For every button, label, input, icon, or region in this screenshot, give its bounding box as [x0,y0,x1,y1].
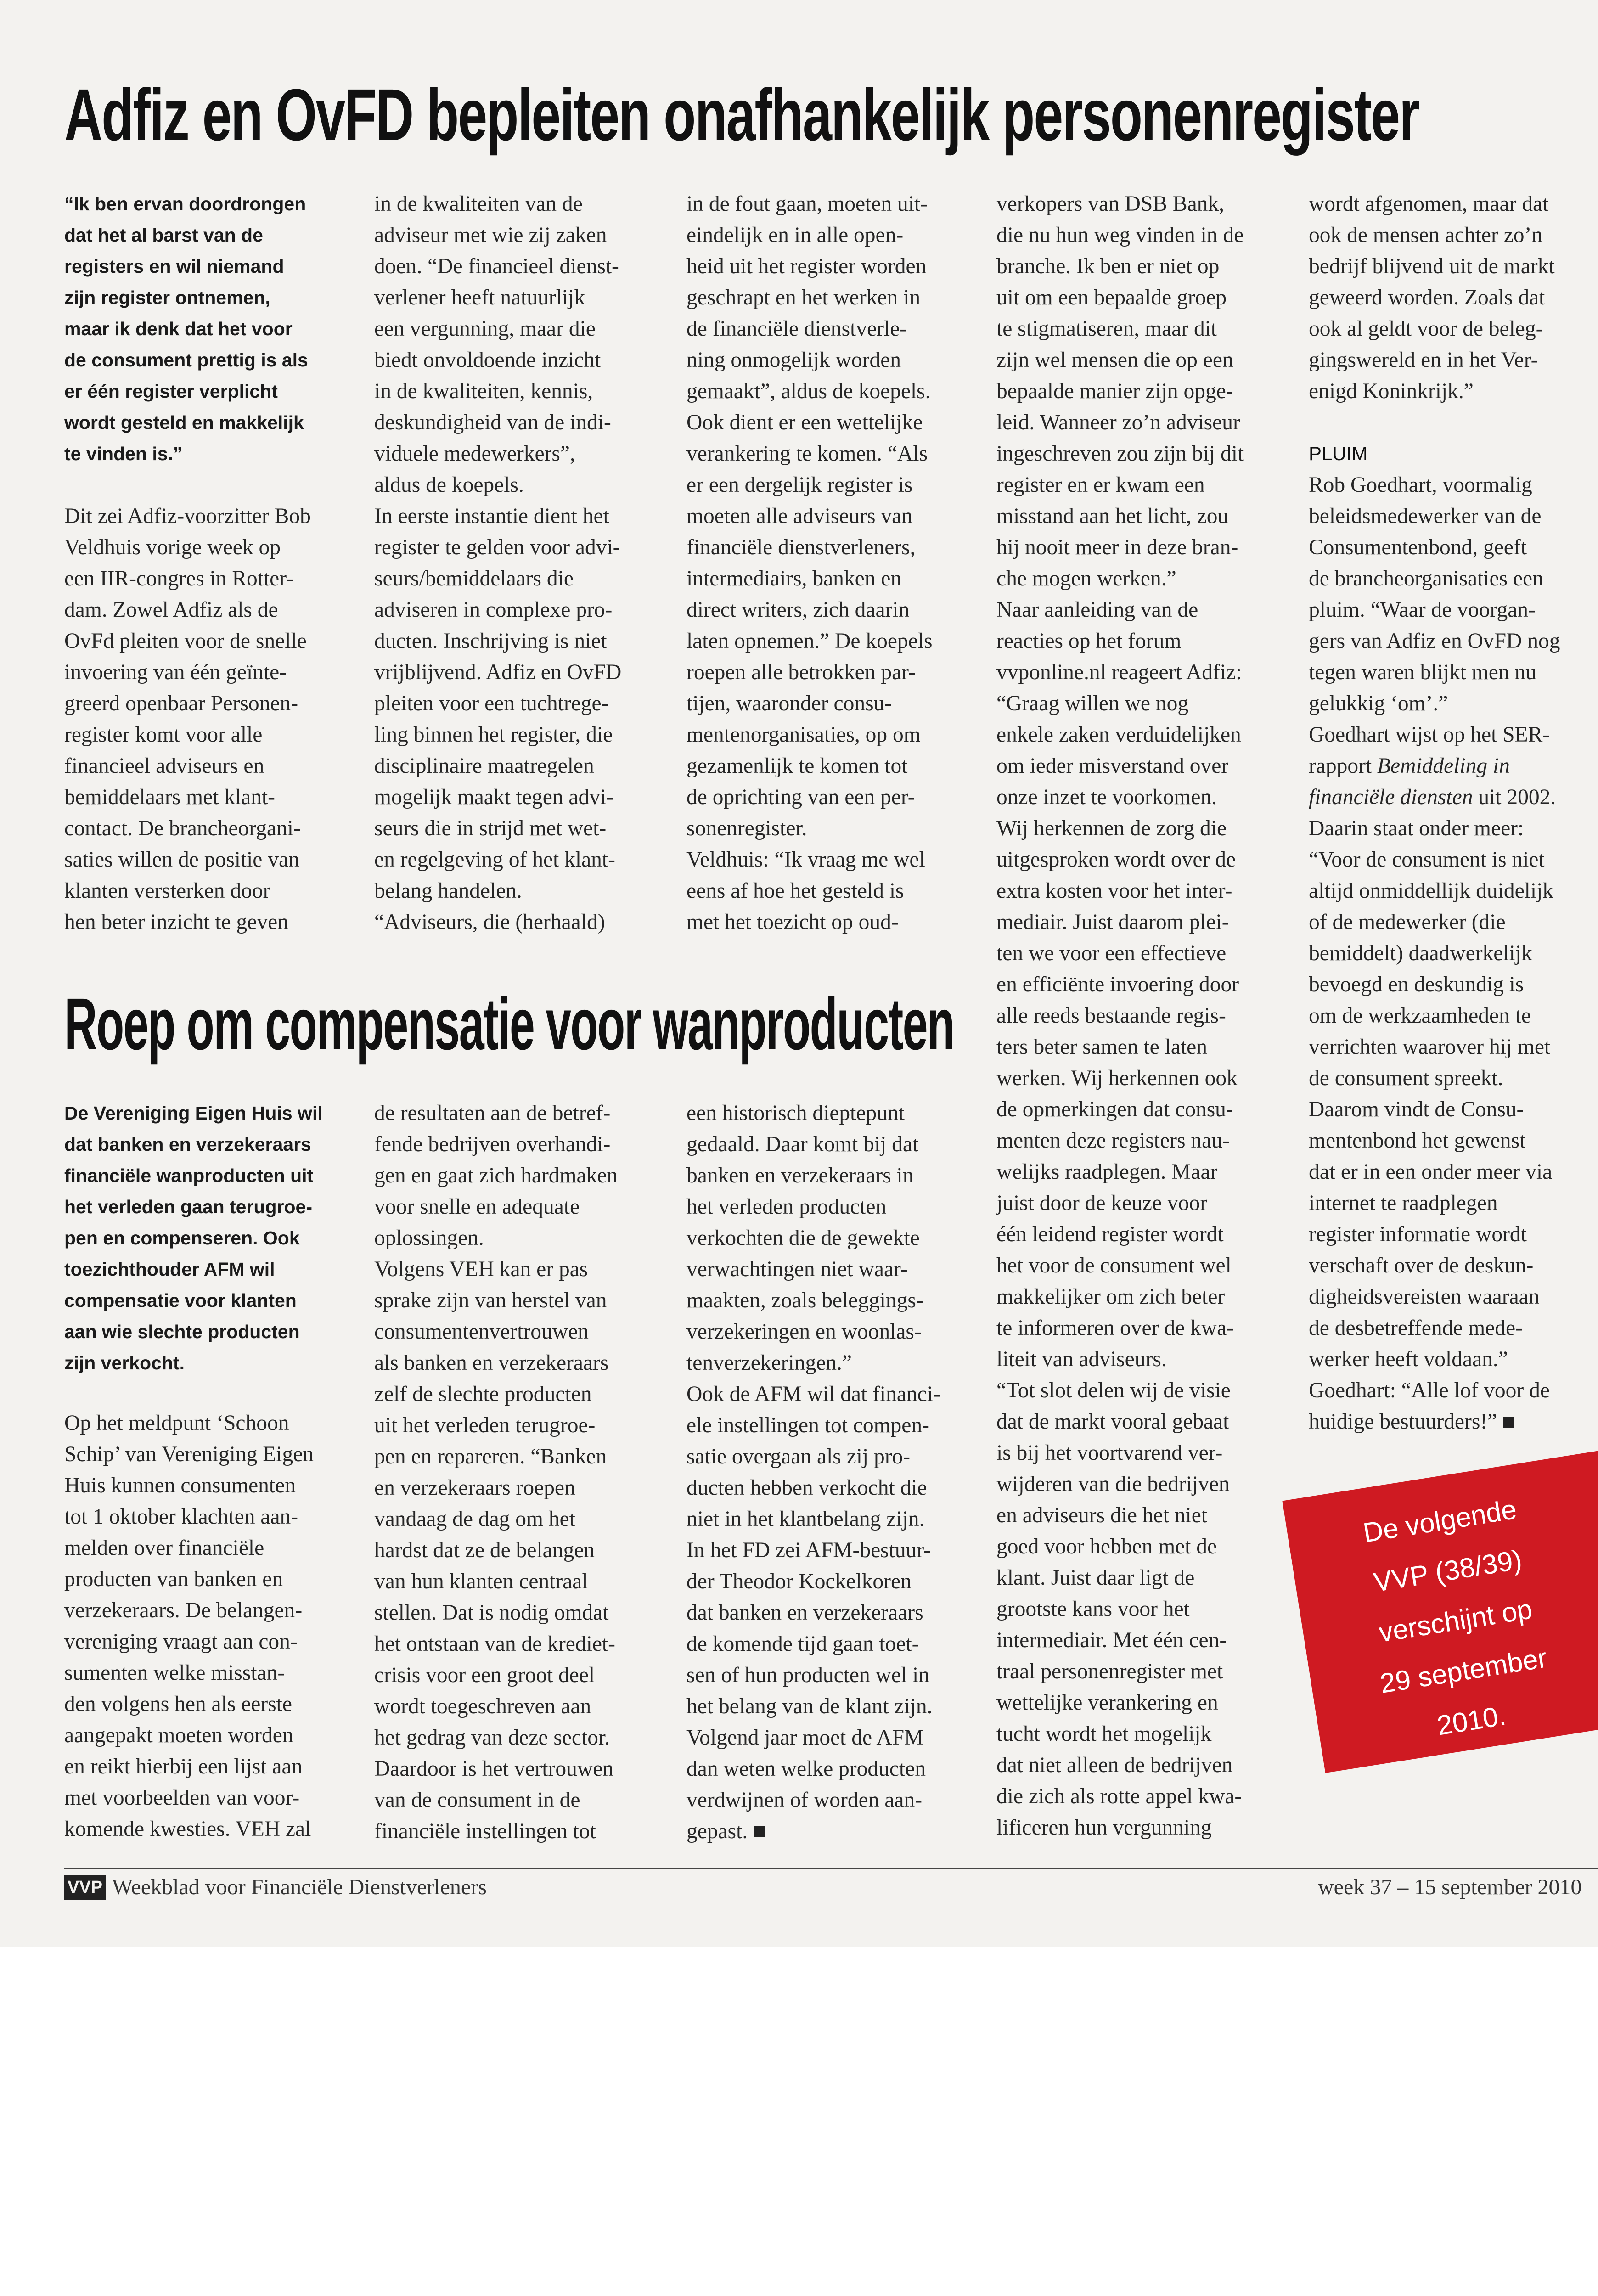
text-line: in de kwaliteiten, kennis, [374,379,593,403]
text-line: reacties op het forum [996,629,1182,653]
text-line: ook de mensen achter zo’n [1309,223,1543,247]
text-line: uit om een bepaalde groep [996,286,1227,310]
report-line: rapport Bemiddeling in [1309,754,1510,778]
article-column-3 [686,188,933,938]
text-line: die nu hun weg vinden in de [996,223,1244,247]
text-line: gedaald. Daar komt bij dat [686,1132,919,1156]
text-line: “Graag willen we nog [996,692,1189,715]
text-line: financiële dienstverleners, [686,535,916,559]
text-line: moeten alle adviseurs van [686,504,912,528]
text-line: vrijblijvend. Adfiz en OvFD [374,660,622,684]
text-line: gingswereld en in het Ver- [1309,348,1538,372]
text-line: den volgens hen als eerste [64,1692,292,1716]
text-line: de consument prettig is als [64,349,308,371]
text-line: financiële instellingen tot [374,1819,596,1843]
text-line: grootste kans voor het [996,1597,1190,1621]
text-line: bemiddelaars met klant- [64,785,275,809]
text-line: met voorbeelden van voor- [64,1786,300,1810]
text-line: De Vereniging Eigen Huis wil [64,1103,323,1124]
text-line: makkelijker om zich beter [996,1285,1225,1309]
text-line: het verleden producten [686,1195,887,1219]
text-line: onze inzet te voorkomen. [996,785,1217,809]
section-subhead: PLUIM [1309,443,1368,464]
text-line: de consument spreekt. [1309,1066,1503,1090]
text-line: enkele zaken verduidelijken [996,723,1241,747]
article-column-3 [686,1097,940,1847]
text-line: verkochten die de gewekte [686,1226,920,1250]
text-line: beleidsmedewerker van de [1309,504,1542,528]
article-title: Roep om compensatie voor wanproducten [64,983,954,1065]
text-line: er één register verplicht [64,381,278,402]
text-line: geweerd worden. Zoals dat [1309,286,1545,310]
text-line: zijn register ontnemen, [64,287,270,308]
text-line: disciplinaire maatregelen [374,754,594,778]
text-line: gelukkig ‘om’.” [1309,692,1448,715]
text-line: toezichthouder AFM wil [64,1259,275,1280]
text-line: werker heeft voldaan.” [1309,1347,1508,1371]
text-line: uitgesproken wordt over de [996,848,1236,872]
text-line: bedrijf blijvend uit de markt [1309,254,1555,278]
article-column-5 [1309,188,1560,1437]
text-line: en regelgeving of het klant- [374,848,615,872]
text-line: Op het meldpunt ‘Schoon [64,1411,289,1435]
column-5-paragraph [1309,813,1560,1406]
text-line: der Theodor Kockelkoren [686,1570,912,1593]
text-line: geschrapt en het werken in [686,286,921,310]
text-line: verschaft over de deskun- [1309,1254,1534,1277]
text-line: verzekeraars. De belangen- [64,1598,303,1622]
text-line: roepen alle betrokken par- [686,660,916,684]
text-line: Wij herkennen de zorg die [996,816,1227,840]
text-line: het verleden gaan terugroe- [64,1196,312,1217]
text-line: Daarom vindt de Consu- [1309,1097,1524,1121]
text-line: sen of hun producten wel in [686,1663,929,1687]
text-line: “Voor de consument is niet [1309,848,1545,872]
text-line: enigd Koninkrijk.” [1309,379,1474,403]
text-line: ning onmogelijk worden [686,348,901,372]
text-line: gen en gaat zich hardmaken [374,1164,618,1187]
text-line: financieel adviseurs en [64,754,264,778]
footer-divider [64,1868,1598,1869]
text-line: seurs die in strijd met wet- [374,816,607,840]
text-line: eens af hoe het gesteld is [686,879,904,903]
text-line: hen beter inzicht te geven [64,910,288,934]
text-line: komende kwesties. VEH zal [64,1817,311,1841]
text-line: invoering van één geïnte- [64,660,287,684]
text-line: tegen waren blijkt men nu [1309,660,1536,684]
text-line: VVP (38/39) [1371,1544,1524,1598]
text-line: pluim. “Waar de voorgan- [1309,598,1536,622]
text-line: Consumentenbond, geeft [1309,535,1527,559]
text-line: maar ik denk dat het voor [64,318,293,339]
text-line: gers van Adfiz en OvFD nog [1309,629,1560,653]
text-line: één leidend register wordt [996,1222,1224,1246]
text-line: eindelijk en in alle open- [686,223,904,247]
text-line: wettelijke verankering en [996,1691,1218,1715]
text-line: zijn verkocht. [64,1352,185,1373]
text-line: verzekeringen en woonlas- [686,1320,922,1344]
text-line: Ook de AFM wil dat financi- [686,1382,940,1406]
text-line: adviseur met wie zij zaken [374,223,607,247]
text-line: dat er in een onder meer via [1309,1160,1553,1184]
text-line: een vergunning, maar die [374,317,596,341]
text-line: klant. Juist daar ligt de [996,1566,1195,1590]
text-line: Huis kunnen consumenten [64,1474,296,1497]
text-line: Veldhuis vorige week op [64,535,281,559]
text-line: intermediair. Met één cen- [996,1628,1227,1652]
text-line: als banken en verzekeraars [374,1351,609,1375]
text-line: of de medewerker (die [1309,910,1506,934]
closing-line: huidige bestuurders!” [1309,1406,1560,1437]
text-line: registers en wil niemand [64,256,284,277]
text-line: juist door de keuze voor [996,1191,1208,1215]
text-line: de financiële dienstverle- [686,317,907,341]
text-line: compensatie voor klanten [64,1290,297,1311]
article-column-1 [64,1407,314,1845]
text-line: met het toezicht op oud- [686,910,899,934]
text-line: register te gelden voor advi- [374,535,620,559]
text-line: de brancheorganisaties een [1309,567,1543,591]
text-line: menten deze registers nau- [996,1129,1230,1153]
text-line: ducten. Inschrijving is niet [374,629,607,653]
text-line: fende bedrijven overhandi- [374,1132,611,1156]
publication-logo: VVP [64,1875,106,1900]
text-line: bemiddelt) daadwerkelijk [1309,941,1532,965]
text-line: producten van banken en [64,1567,283,1591]
text-line: vandaag de dag om het [374,1507,575,1531]
text-line: tenverzekeringen.” [686,1351,852,1375]
column-5-paragraph [1309,188,1560,407]
article-column-2 [374,188,621,938]
text-line: er een dergelijk register is [686,473,913,497]
text-line: het voor de consument wel [996,1254,1232,1277]
text-line: adviseren in complexe pro- [374,598,613,622]
text-line: Goedhart: “Alle lof voor de [1309,1379,1550,1402]
text-line: register en er kwam een [996,473,1205,497]
text-line: crisis voor een groot deel [374,1663,595,1687]
text-line: ling binnen het register, die [374,723,613,747]
text-line: stellen. Dat is nodig omdat [374,1601,609,1625]
text-line: oplossingen. [374,1226,484,1250]
text-line: misstand aan het licht, zou [996,504,1229,528]
text-line: tucht wordt het mogelijk [996,1722,1212,1746]
text-line: een historisch dieptepunt [686,1101,905,1125]
text-line: ten we voor een effectieve [996,941,1227,965]
text-line: wordt afgenomen, maar dat [1309,192,1549,216]
text-line: verrichten waarover hij met [1309,1035,1551,1059]
text-line: dat niet alleen de bedrijven [996,1753,1233,1777]
end-mark-icon [754,1826,765,1837]
article-column-2 [374,1097,618,1847]
text-line: verwachtingen niet waar- [686,1257,908,1281]
text-line: welijks raadplegen. Maar [996,1160,1218,1184]
text-line: aan wie slechte producten [64,1321,300,1342]
text-line: uit het verleden terugroe- [374,1413,596,1437]
text-line: ducten hebben verkocht die [686,1476,927,1500]
text-line: het belang van de klant zijn. [686,1694,933,1718]
article-column-1 [64,501,311,938]
text-line: klanten versterken door [64,879,270,903]
text-line: financiële wanproducten uit [64,1165,314,1186]
text-line: ingeschreven zou zijn bij dit [996,442,1244,466]
text-line: tot 1 oktober klachten aan- [64,1505,298,1529]
end-mark-icon [1503,1417,1514,1428]
text-line: het ontstaan van de krediet- [374,1632,615,1656]
text-line: Goedhart wijst op het SER- [1309,723,1550,747]
text-line: mediair. Juist daarom plei- [996,910,1229,934]
text-line: mentenbond het gewenst [1309,1129,1526,1153]
text-line: dat banken en verzekeraars [64,1134,311,1155]
text-line: Ook dient er een wettelijke [686,411,923,434]
text-line: lificeren hun vergunning [996,1816,1212,1840]
text-line: In eerste instantie dient het [374,504,609,528]
text-line: de desbetreffende mede- [1309,1316,1523,1340]
text-line: intermediairs, banken en [686,567,902,591]
text-line: in de fout gaan, moeten uit- [686,192,928,216]
closing-line: gepast. [686,1816,940,1847]
text-line: deskundigheid van de indi- [374,411,611,434]
text-line: niet in het klantbelang zijn. [686,1507,925,1531]
text-line: sprake zijn van herstel van [374,1289,607,1312]
text-line: de resultaten aan de betref- [374,1101,611,1125]
text-line: 29 september [1378,1642,1549,1699]
text-line: te vinden is.” [64,443,183,464]
text-line: sonenregister. [686,816,807,840]
text-line: verkopers van DSB Bank, [996,192,1225,216]
text-line: wordt toegeschreven aan [374,1694,591,1718]
publication-name: Weekblad voor Financiële Dienstverleners [112,1875,487,1899]
text-line: pleiten voor een tuchtrege- [374,692,609,715]
text-line: zijn wel mensen die op een [996,348,1233,372]
text-line: is bij het voortvarend ver- [996,1441,1223,1465]
text-line: hardst dat ze de belangen [374,1538,595,1562]
text-line: gezamenlijk te komen tot [686,754,908,778]
text-line: vereniging vraagt aan con- [64,1630,298,1654]
text-line: gemaakt”, aldus de koepels. [686,379,931,403]
text-line: internet te raadplegen [1309,1191,1498,1215]
text-line: Rob Goedhart, voormalig [1309,473,1532,497]
text-line: Daarin staat onder meer: [1309,816,1524,840]
text-line: seurs/bemiddelaars die [374,567,574,591]
text-line: traal personenregister met [996,1660,1223,1683]
text-line: “Adviseurs, die (herhaald) [374,910,605,934]
text-line: tijen, waaronder consu- [686,692,892,715]
text-line: aldus de koepels. [374,473,524,497]
text-line: laten opnemen.” De koepels [686,629,933,653]
text-line: direct writers, zich daarin [686,598,910,622]
text-line: werken. Wij herkennen ook [996,1066,1238,1090]
text-line: zelf de slechte producten [374,1382,592,1406]
footer-publication [64,1874,487,1900]
text-line: van de consument in de [374,1788,580,1812]
text-line: viduele medewerkers”, [374,442,575,466]
column-3-paragraph [686,1097,940,1816]
text-line: de komende tijd gaan toet- [686,1632,919,1656]
text-line: om ieder misverstand over [996,754,1229,778]
text-line: Naar aanleiding van de [996,598,1198,622]
text-line: heid uit het register worden [686,254,927,278]
text-line: en reikt hierbij een lijst aan [64,1755,303,1778]
text-line: Volgens VEH kan er pas [374,1257,588,1281]
article-lead [64,188,308,469]
text-line: liteit van adviseurs. [996,1347,1167,1371]
text-line: leid. Wanneer zo’n adviseur [996,411,1240,434]
column-5-paragraph [1309,469,1560,750]
article-lead [64,1097,323,1379]
text-line: te informeren over de kwa- [996,1316,1234,1340]
text-line: maakten, zoals beleggings- [686,1289,923,1312]
text-line: melden over financiële [64,1536,264,1560]
text-line: bevoegd en deskundig is [1309,973,1524,996]
text-line: te stigmatiseren, maar dit [996,317,1217,341]
text-line: ters beter samen te laten [996,1035,1207,1059]
text-line: extra kosten voor het inter- [996,879,1232,903]
text-line: mentenorganisaties, op om [686,723,921,747]
text-line: “Ik ben ervan doordrongen [64,193,306,214]
text-line: Veldhuis: “Ik vraag me wel [686,848,925,872]
text-line: wordt gesteld en makkelijk [64,412,304,433]
text-line: pen en repareren. “Banken [374,1445,607,1469]
text-line: banken en verzekeraars in [686,1164,914,1187]
text-line: een IIR-congres in Rotter- [64,567,293,591]
article-title: Adfiz en OvFD bepleiten onafhankelijk personenregister [64,73,1419,156]
text-line: Volgend jaar moet de AFM [686,1726,924,1750]
text-line: die zich als rotte appel kwa- [996,1784,1242,1808]
text-line: verankering te komen. “Als [686,442,928,466]
text-line: contact. De brancheorgani- [64,816,301,840]
text-line: vvponline.nl reageert Adfiz: [996,660,1242,684]
text-line: hij nooit meer in deze bran- [996,535,1238,559]
promo-text [1295,1474,1598,1768]
text-line: dan weten welke producten [686,1757,926,1781]
text-line: en verzekeraars roepen [374,1476,575,1500]
text-line: verdwijnen of worden aan- [686,1788,923,1812]
text-line: alle reeds bestaande regis- [996,1004,1226,1028]
text-line: digheidsvereisten waaraan [1309,1285,1540,1309]
text-line: OvFd pleiten voor de snelle [64,629,307,653]
text-line: pen en compenseren. Ook [64,1227,300,1249]
text-line: consumentenvertrouwen [374,1320,589,1344]
text-line: dat het al barst van de [64,225,263,246]
text-line: en efficiënte invoering door [996,973,1239,996]
text-line: altijd onmiddellijk duidelijk [1309,879,1554,903]
text-line: saties willen de positie van [64,848,299,872]
text-line: register komt voor alle [64,723,263,747]
text-line: “Tot slot delen wij de visie [996,1379,1231,1402]
text-line: bepaalde manier zijn opge- [996,379,1233,403]
text-line: De volgende [1361,1493,1519,1548]
text-line: in de kwaliteiten van de [374,192,583,216]
text-line: belang handelen. [374,879,522,903]
text-line: doen. “De financieel dienst- [374,254,619,278]
text-line: voor snelle en adequate [374,1195,580,1219]
text-line: satie overgaan als zij pro- [686,1445,911,1469]
text-line: van hun klanten centraal [374,1570,588,1593]
text-line: Daardoor is het vertrouwen [374,1757,613,1781]
text-line: dat banken en verzekeraars [686,1601,923,1625]
text-line: de oprichting van een per- [686,785,915,809]
text-line: 2010. [1435,1699,1508,1741]
text-line: register informatie wordt [1309,1222,1527,1246]
text-line: In het FD zei AFM-bestuur- [686,1538,931,1562]
text-line: verschijnt op [1377,1593,1535,1648]
text-line: branche. Ik ben er niet op [996,254,1220,278]
report-line: financiële diensten uit 2002. [1309,785,1556,809]
text-line: goed voor hebben met de [996,1535,1217,1559]
text-line: het gedrag van deze sector. [374,1726,610,1750]
text-line: mogelijk maakt tegen advi- [374,785,614,809]
text-line: aangepakt moeten worden [64,1723,293,1747]
text-line: ook al geldt voor de beleg- [1309,317,1543,341]
text-line: en adviseurs die het niet [996,1503,1208,1527]
text-line: wijderen van die bedrijven [996,1472,1230,1496]
text-line: dam. Zowel Adfiz als de [64,598,278,622]
text-line: che mogen werken.” [996,567,1176,591]
text-line: greerd openbaar Personen- [64,692,298,715]
text-line: sumenten welke misstan- [64,1661,285,1685]
text-line: verlener heeft natuurlijk [374,286,585,310]
text-line: ele instellingen tot compen- [686,1413,929,1437]
text-line: dat de markt vooral gebaat [996,1410,1229,1434]
text-line: biedt onvoldoende inzicht [374,348,601,372]
text-line: Dit zei Adfiz-voorzitter Bob [64,504,311,528]
issue-date: week 37 – 15 september 2010 [1318,1875,1582,1899]
article-column-4 [996,188,1244,1843]
text-line: Schip’ van Vereniging Eigen [64,1442,314,1466]
text-line: om de werkzaamheden te [1309,1004,1531,1028]
text-line: de opmerkingen dat consu- [996,1097,1233,1121]
